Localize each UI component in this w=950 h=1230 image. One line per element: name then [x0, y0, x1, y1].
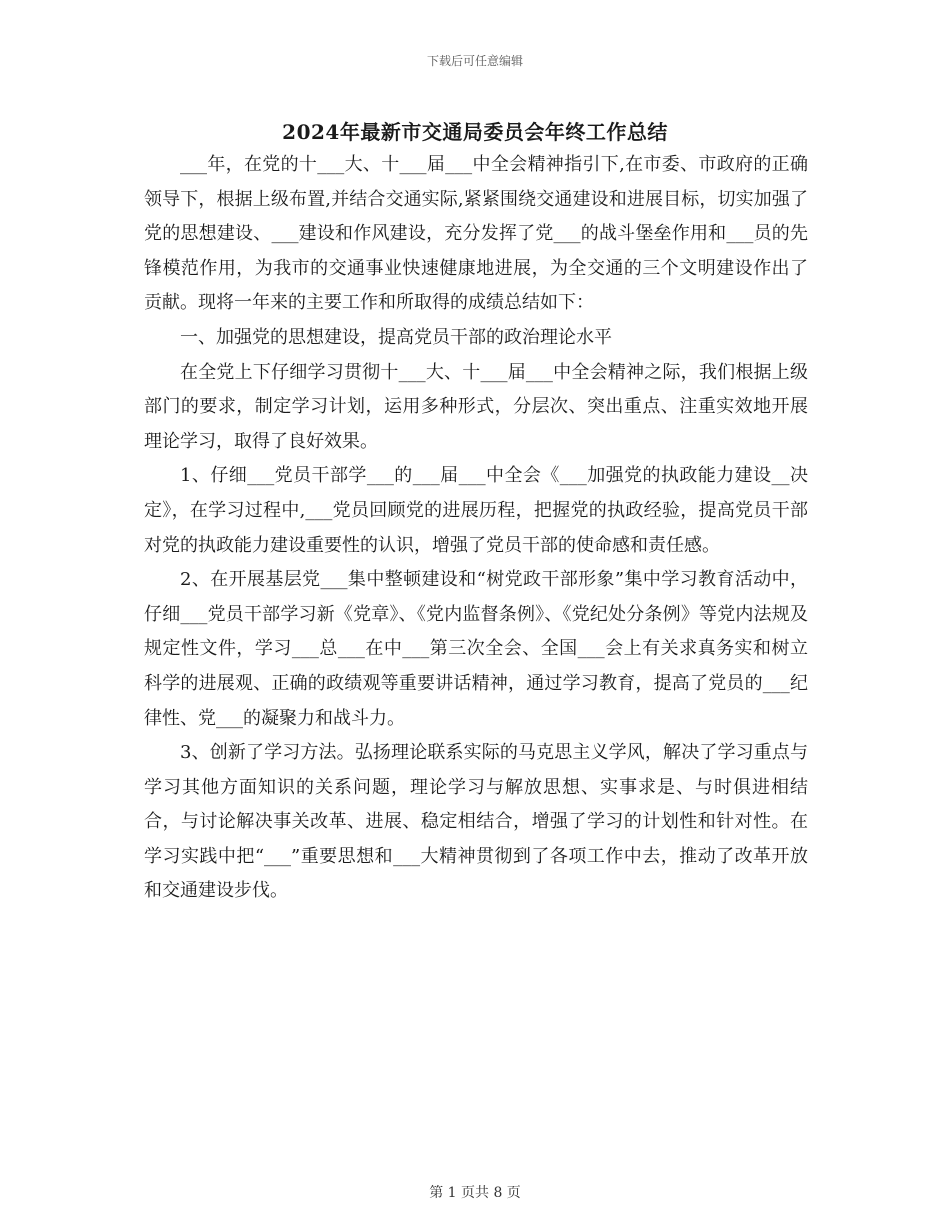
paragraph-item-2: 2、在开展基层党___集中整顿建设和“树党政干部形象”集中学习教育活动中，仔细___党员干部学习新《党章》、《党内监督条例》、《党纪处分条例》等党内法规及规定性文件，学习___总___在中___第三次全会、全国___会上有关求真务实和树立科学的进展观、正确的政绩观等重要讲话精神，通过学习教育，提高了党员的___纪律性、党___的凝聚力和战斗力。	[144, 569, 808, 729]
page-header-note: 下载后可任意编辑	[426, 54, 523, 68]
document-title: 2024年最新市交通局委员会年终工作总结	[282, 120, 668, 144]
section-heading-1: 一、加强党的思想建设，提高党员干部的政治理论水平	[180, 326, 612, 348]
paragraph-item-1: 1、仔细___党员干部学___的___届___中全会《___加强党的执政能力建设__决定》，在学习过程中,___党员回顾党的进展历程，把握党的执政经验，提高党员干部对党的执政能力建设重要性的认识，增强了党员干部的使命感和责任感。	[144, 465, 808, 556]
paragraph-section-1: 在全党上下仔细学习贯彻十___大、十___届___中全会精神之际，我们根据上级部门的要求，制定学习计划，运用多种形式，分层次、突出重点、注重实效地开展理论学习，取得了良好效果。	[144, 361, 808, 452]
document-body	[144, 148, 808, 909]
page-number-footer: 第 1 页共 8 页	[429, 1185, 521, 1201]
paragraph-item-3: 3、创新了学习方法。弘扬理论联系实际的马克思主义学风，解决了学习重点与学习其他方面知识的关系问题，理论学习与解放思想、实事求是、与时俱进相结合，与讨论解决事关改革、进展、稳定相结合，增强了学习的计划性和针对性。在学习实践中把“___”重要思想和___大精神贯彻到了各项工作中去，推动了改革开放和交通建设步伐。	[144, 742, 808, 902]
paragraph-intro: ___年，在党的十___大、十___届___中全会精神指引下,在市委、市政府的正确领导下，根据上级布置,并结合交通实际,紧紧围绕交通建设和进展目标，切实加强了党的思想建设、___建设和作风建设，充分发挥了党___的战斗堡垒作用和___员的先锋模范作用，为我市的交通事业快速健康地进展，为全交通的三个文明建设作出了贡献。现将一年来的主要工作和所取得的成绩总结如下：	[144, 154, 808, 314]
